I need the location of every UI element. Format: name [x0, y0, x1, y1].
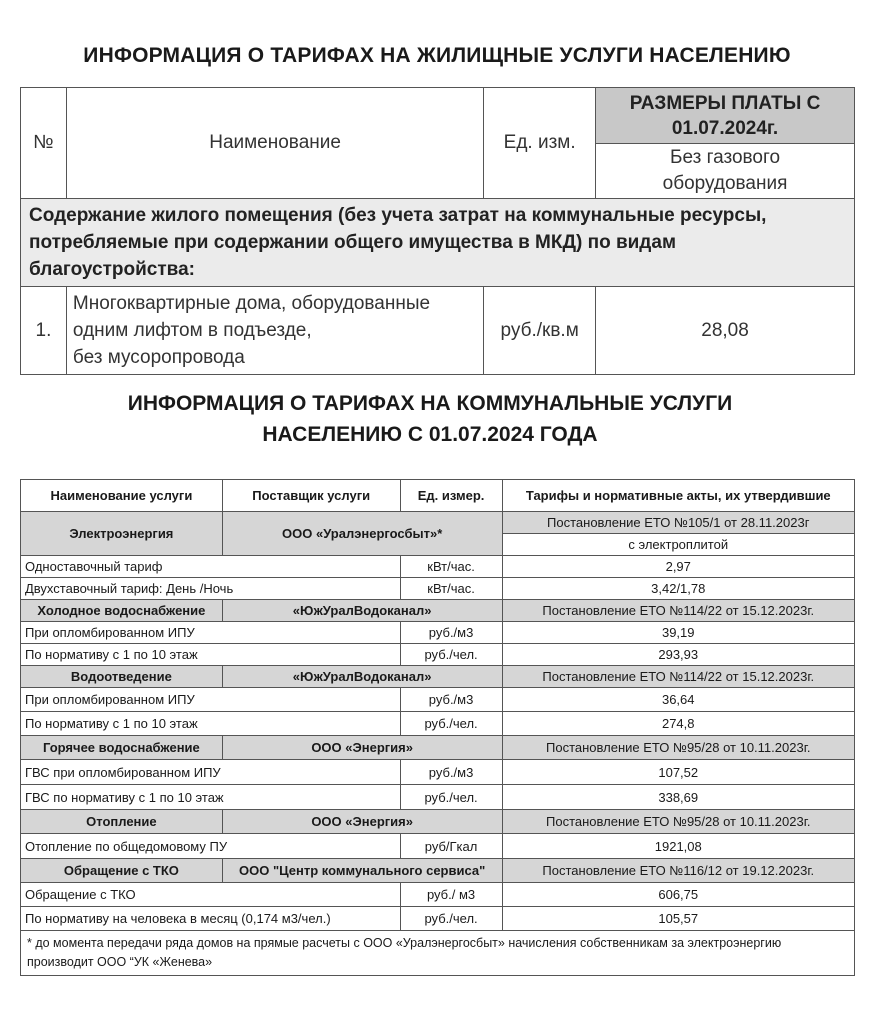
row-value: 293,93: [502, 644, 855, 666]
row-unit: руб./чел.: [400, 712, 502, 736]
header-provider: Поставщик услуги: [222, 480, 400, 512]
row-name: ГВС при опломбированном ИПУ: [21, 760, 401, 785]
group-act: Постановление ЕТО №95/28 от 10.11.2023г.: [502, 736, 855, 760]
header-unit: Ед. изм.: [484, 88, 596, 199]
row-unit: руб/Гкал: [400, 834, 502, 859]
row-value: 105,57: [502, 907, 855, 931]
table-row: [21, 287, 855, 375]
group-act: Постановление ЕТО №116/12 от 19.12.2023г.: [502, 859, 855, 883]
table-row: [21, 578, 855, 600]
table-row: [21, 644, 855, 666]
group-provider: «ЮжУралВодоканал»: [222, 600, 502, 622]
housing-title: ИНФОРМАЦИЯ О ТАРИФАХ НА ЖИЛИЩНЫЕ УСЛУГИ НАСЕЛЕНИЮ: [83, 44, 791, 67]
table-row: [21, 883, 855, 907]
row-name-line: без мусоропровода: [72, 347, 245, 368]
row-unit: руб./кв.м: [484, 287, 596, 375]
row-unit: руб./чел.: [400, 644, 502, 666]
group-provider: ООО "Центр коммунального сервиса": [222, 859, 502, 883]
row-unit: руб./м3: [400, 688, 502, 712]
row-name: Двухставочный тариф: День /Ночь: [21, 578, 401, 600]
table-row: [21, 622, 855, 644]
table-row: [21, 834, 855, 859]
header-price-sub: Без газового оборудования: [596, 144, 855, 199]
group-act: Постановление ЕТО №105/1 от 28.11.2023г: [502, 512, 855, 534]
group-provider: «ЮжУралВодоканал»: [222, 666, 502, 688]
group-name-cold-water: Холодное водоснабжение: [21, 600, 223, 622]
group-provider: ООО «Энергия»: [222, 736, 502, 760]
group-act: Постановление ЕТО №114/22 от 15.12.2023г.: [502, 600, 855, 622]
utilities-title-line: ИНФОРМАЦИЯ О ТАРИФАХ НА КОММУНАЛЬНЫЕ УСЛУГИ: [127, 392, 733, 415]
row-value: 107,52: [502, 760, 855, 785]
table-row: [21, 907, 855, 931]
row-name: По нормативу с 1 по 10 этаж: [21, 644, 401, 666]
utilities-tariff-table: [20, 479, 855, 976]
row-name: ГВС по нормативу с 1 по 10 этаж: [21, 785, 401, 810]
row-name: По нормативу с 1 по 10 этаж: [21, 712, 401, 736]
group-name-electricity: Электроэнергия: [21, 512, 223, 556]
row-name: При опломбированном ИПУ: [21, 688, 401, 712]
table-row: [21, 688, 855, 712]
section-title: Содержание жилого помещения (без учета затрат на коммунальные ресурсы, потребляемые при содержании общего имущества в МКД) по видам благоустройства:: [21, 199, 855, 287]
row-unit: руб./м3: [400, 622, 502, 644]
row-name: Отопление по общедомовому ПУ: [21, 834, 401, 859]
row-name: [66, 287, 483, 375]
row-name-line: Многоквартирные дома, оборудованные: [72, 293, 431, 314]
group-act: Постановление ЕТО №114/22 от 15.12.2023г.: [502, 666, 855, 688]
row-value: 1921,08: [502, 834, 855, 859]
group-provider: ООО «Энергия»: [222, 810, 502, 834]
footnote: * до момента передачи ряда домов на прямые расчеты с ООО «Уралэнергосбыт» начисления собственникам за электроэнергию производит ООО “УК «Женева»: [21, 931, 855, 976]
table-row: [21, 760, 855, 785]
group-act: Постановление ЕТО №95/28 от 10.11.2023г.: [502, 810, 855, 834]
row-value: 274,8: [502, 712, 855, 736]
row-unit: руб./м3: [400, 760, 502, 785]
row-name: По нормативу на человека в месяц (0,174 м3/чел.): [21, 907, 401, 931]
header-name: Наименование: [66, 88, 483, 199]
group-name-hot-water: Горячее водоснабжение: [21, 736, 223, 760]
row-value: 39,19: [502, 622, 855, 644]
table-row: [21, 556, 855, 578]
utilities-title-line: НАСЕЛЕНИЮ С 01.07.2024 ГОДА: [262, 423, 598, 446]
group-name-sewerage: Водоотведение: [21, 666, 223, 688]
table-row: [21, 712, 855, 736]
row-value: 28,08: [596, 287, 855, 375]
row-num: 1.: [21, 287, 67, 375]
row-name-line: одним лифтом в подъезде,: [72, 320, 312, 341]
row-unit: руб./чел.: [400, 785, 502, 810]
group-name-heating: Отопление: [21, 810, 223, 834]
row-name: Одноставочный тариф: [21, 556, 401, 578]
group-name-waste: Обращение с ТКО: [21, 859, 223, 883]
header-unit: Ед. измер.: [400, 480, 502, 512]
table-row: [21, 785, 855, 810]
row-unit: руб./ м3: [400, 883, 502, 907]
row-unit: кВт/час.: [400, 578, 502, 600]
header-num: №: [21, 88, 67, 199]
row-value: 338,69: [502, 785, 855, 810]
row-value: 3,42/1,78: [502, 578, 855, 600]
group-provider: ООО «Уралэнергосбыт»*: [222, 512, 502, 556]
utilities-title: [120, 388, 740, 450]
row-unit: руб./чел.: [400, 907, 502, 931]
housing-tariff-table: [20, 87, 855, 375]
row-value: 36,64: [502, 688, 855, 712]
header-tariff: Тарифы и нормативные акты, их утвердившие: [502, 480, 855, 512]
header-service: Наименование услуги: [21, 480, 223, 512]
row-name: Обращение с ТКО: [21, 883, 401, 907]
row-name: При опломбированном ИПУ: [21, 622, 401, 644]
row-unit: кВт/час.: [400, 556, 502, 578]
group-note: с электроплитой: [502, 534, 855, 556]
row-value: 2,97: [502, 556, 855, 578]
row-value: 606,75: [502, 883, 855, 907]
header-price-title: РАЗМЕРЫ ПЛАТЫ С 01.07.2024г.: [596, 88, 855, 144]
